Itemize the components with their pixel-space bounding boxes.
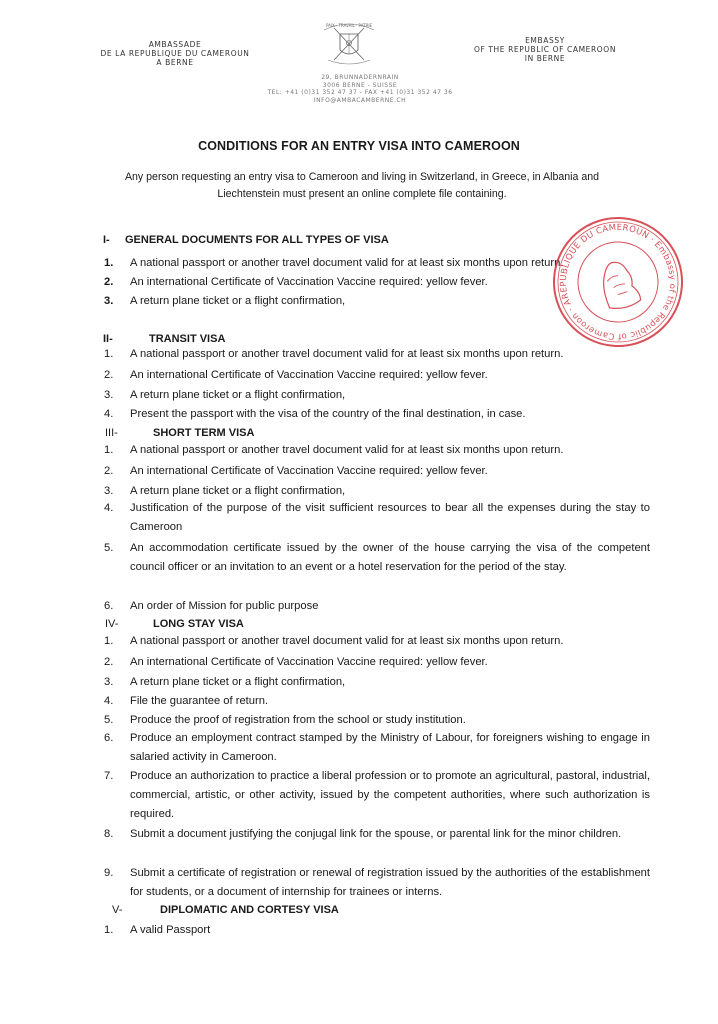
list-item-text: A national passport or another travel document valid for at least six months upon return. (130, 444, 564, 456)
embassy-address (230, 74, 490, 104)
section-title: TRANSIT VISA (149, 333, 226, 345)
section-heading (103, 234, 503, 250)
section-heading (112, 904, 512, 920)
list-item-text: A return plane ticket or a flight confirmation, (130, 676, 346, 688)
list-item-text: An accommodation certificate issued by the owner of the house carrying the visa of the competent council officer or an invitation to an event or a hotel reservation for the period of the stay. (130, 542, 650, 573)
letterhead-french (60, 40, 290, 67)
letterhead-line: A BERNE (156, 58, 194, 67)
section-number: V- (112, 904, 123, 916)
list-item-text: Produce the proof of registration from the school or study institution. (130, 714, 466, 726)
address-line: INFO@AMBACAMBERNE.CH (313, 96, 407, 104)
list-item-text: An order of Mission for public purpose (130, 600, 319, 612)
section-title: SHORT TERM VISA (153, 427, 255, 439)
crest-motto: PAIX · TRAVAIL · PATRIE (325, 23, 373, 28)
list-item-text: A return plane ticket or a flight confirmation, (130, 389, 346, 401)
section-title: DIPLOMATIC AND CORTESY VISA (160, 904, 339, 916)
intro-line: Any person requesting an entry visa to Cameroon and living in Switzerland, in Greece, in Albania and (124, 171, 600, 183)
section-number: II- (103, 333, 113, 345)
list-item-text: Present the passport with the visa of the country of the final destination, in case. (130, 408, 526, 420)
list-item-text: Submit a document justifying the conjugal link for the spouse, or parental link for the minor children. (130, 828, 622, 840)
section-number: IV- (105, 618, 119, 630)
letterhead-line: DE LA REPUBLIQUE DU CAMEROUN (100, 49, 250, 58)
document-title: CONDITIONS FOR AN ENTRY VISA INTO CAMEROON (198, 139, 520, 153)
section-title: LONG STAY VISA (153, 618, 244, 630)
address-line: 29, BRUNNADERNRAIN (321, 74, 399, 81)
list-item-text: Produce an authorization to practice a liberal profession or to promote an agricultural, pastoral, industrial, commercial, artistic, or other activity, issued by the competent authorities, where such authorization is required. (130, 770, 650, 820)
letterhead-line: EMBASSY (525, 36, 565, 45)
letterhead-line: OF THE REPUBLIC OF CAMEROON (473, 45, 617, 54)
address-line: TEL: +41 (0)31 352 47 37 - FAX +41 (0)31 352 47 36 (267, 89, 453, 96)
list-item-text: An international Certificate of Vaccination Vaccine required: yellow fever. (130, 369, 488, 381)
list-item-text: Submit a certificate of registration or renewal of registration issued by the authorities of the establishment for students, or a document of internship for trainees or interns. (130, 867, 650, 898)
list-item-text: An international Certificate of Vaccination Vaccine required: yellow fever. (130, 465, 488, 477)
list-item-text: A national passport or another travel document valid for at least six months upon return. (130, 257, 564, 269)
document-page: AMBASSADE DE LA REPUBLIQUE DU CAMEROUN A BERNE PAIX · TRAVAIL · PATRIE EMBASSY OF THE REPUBLIC OF CAMEROON IN BERNE 29, BRUNNADERNRAIN 3006 BERNE - SUISSE TEL: +41 (0)31 352 47 37 - FAX +41 (0)31 352 47 36 INFO@AMBACAMBERNE.CH CONDITIONS FOR AN ENTRY VISA INTO CAMEROON Any person requesting an entry visa to Cameroon and living in Switzerland, in Greece, in Albania and Liechtenstein must present an online complete file containing. I- GENERAL DOCUMENTS FOR ALL TYPES OF VISA 1. A national passport or another travel document valid for at least six months upon return. 2. An international Certificate of Vaccination Vaccine required: yellow fever. 3. A return plane ticket or a flight confirmation, II- TRANSIT VISA 1. A national passport or another travel document valid for at least six months upon return. 2. An international Certificate of Vaccination Vaccine required: yellow fever. 3. A return plane ticket or a flight confirmation, 4. Present the passport with the visa of the country of the final destination, in case. III- SHORT TERM VISA 1. A national passport or another travel document valid for at least six months upon return. 2. An international Certificate of Vaccination Vaccine required: yellow fever. 3. A return plane ticket or a flight confirmation, 4. Justification of the purpose of the visit sufficient resources to bear all the expenses during the stay to Cameroon 5. An accommodation certificate issued by the owner of the house carrying the visa of the competent council officer or an invitation to an event or a hotel reservation for the period of the stay. 6. An order of Mission for public purpose IV- LONG STAY VISA 1. A national passport or another travel document valid for at least six months upon return. 2. An international Certificate of Vaccination Vaccine required: yellow fever. 3. A return plane ticket or a flight confirmation, 4. File the guarantee of return. 5. Produce the proof of registration from the school or study institution. 6. Produce an employment contract stamped by the Ministry of Labour, for foreigners wishing to engage in salaried activity in Cameroon. 7. Produce an authorization to practice a liberal profession or to promote an agricultural, pastoral, industrial, commercial, artistic, or other activity, issued by the competent authorities, where such authorization is required. 8. Submit a document justifying the conjugal link for the spouse, or parental link for the minor children. 9. Submit a certificate of registration or renewal of registration issued by the authorities of the establishment for students, or a document of internship for trainees or interns. V- DIPLOMATIC AND CORTESY VISA 1. A valid Passport REPUBLIQUE DU CAMEROUN · Embassy of the Republic of Cameroon · Ambassade (0, 0, 718, 1024)
list-item-text: Justification of the purpose of the visit sufficient resources to bear all the expenses during the stay to Cameroon (130, 502, 650, 533)
section-title: GENERAL DOCUMENTS FOR ALL TYPES OF VISA (125, 234, 389, 246)
section-number: III- (105, 427, 118, 439)
letterhead-line: IN BERNE (524, 54, 566, 63)
list-item-text: A return plane ticket or a flight confirmation, (130, 485, 346, 497)
coat-of-arms-icon (318, 16, 380, 74)
stamp-text: REPUBLIQUE DU CAMEROUN · Embassy of the Republic of Cameroon · Ambassade (558, 222, 678, 342)
list-item-text: An international Certificate of Vaccination Vaccine required: yellow fever. (130, 276, 488, 288)
list-item-text: Produce an employment contract stamped by the Ministry of Labour, for foreigners wishing to engage in salaried activity in Cameroon. (130, 732, 650, 763)
list-item-text: A national passport or another travel document valid for at least six months upon return. (130, 348, 564, 360)
address-line: 3006 BERNE - SUISSE (322, 81, 398, 89)
section-number: I- (103, 234, 110, 246)
svg-text:REPUBLIQUE DU CAMEROUN · Embas (548, 212, 688, 352)
letterhead-line: AMBASSADE (148, 40, 202, 49)
list-item-text: A return plane ticket or a flight confirmation, (130, 295, 346, 307)
list-item-text: File the guarantee of return. (130, 695, 269, 707)
embassy-stamp-icon (548, 212, 688, 352)
list-item-text: A national passport or another travel document valid for at least six months upon return. (130, 635, 564, 647)
letterhead-english (430, 36, 660, 63)
intro-paragraph (98, 169, 626, 203)
intro-line: Liechtenstein must present an online complete file containing. (217, 188, 507, 200)
list-item-text: A valid Passport (130, 924, 211, 936)
list-item-text: An international Certificate of Vaccination Vaccine required: yellow fever. (130, 656, 488, 668)
